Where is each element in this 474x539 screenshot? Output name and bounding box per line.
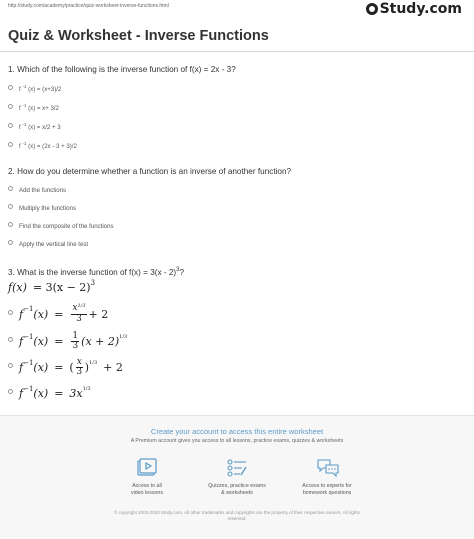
feature-line-1: Access to all — [132, 483, 162, 489]
opt-post-sup: 1/3 — [89, 359, 98, 366]
q3-option-1[interactable] — [8, 304, 108, 324]
radio-button[interactable] — [8, 123, 13, 128]
opt-lhs-sup: −1 — [23, 384, 34, 393]
frac-den: 3 — [76, 367, 83, 377]
option-label: Apply the vertical line test — [19, 241, 89, 248]
cta-title[interactable]: Create your account to access this entire worksheet — [150, 427, 324, 436]
opt-lhs-sup: −1 — [23, 305, 34, 313]
opt-fraction — [71, 332, 79, 351]
feature-line-1: Access to experts for — [302, 483, 352, 489]
opt-lhs: f — [19, 335, 24, 348]
q2-option-1[interactable] — [8, 187, 66, 194]
q3-option-2[interactable] — [8, 332, 127, 351]
radio-button[interactable] — [8, 363, 13, 368]
feature-line-2: homework questions — [302, 490, 352, 496]
q3-text-end: ? — [179, 268, 185, 277]
radio-button[interactable] — [8, 222, 13, 227]
q2-option-3[interactable] — [8, 223, 114, 230]
feature-experts — [277, 483, 377, 497]
radio-button[interactable] — [8, 337, 13, 342]
opt-tail: (x + 2) — [81, 335, 120, 348]
frac-num: x — [76, 357, 82, 367]
q3-text-sup: 3 — [176, 267, 180, 273]
option-sup: -1 — [22, 141, 27, 146]
opt-fraction — [76, 358, 83, 377]
opt-eq: = — [54, 387, 64, 400]
option-f: f — [19, 105, 21, 112]
url-text: http://study.com/academy/practice/quiz-worksheet-inverse-functions.html — [8, 3, 169, 9]
radio-button[interactable] — [8, 186, 13, 191]
option-f: f — [19, 86, 21, 93]
frac-den: 3 — [72, 341, 79, 351]
opt-eq: = — [54, 307, 64, 321]
study-logo[interactable] — [366, 1, 462, 17]
opt-lhs-end: (x) — [33, 335, 49, 348]
feature-video-lessons — [97, 483, 197, 497]
opt-tail: 3x — [69, 387, 83, 400]
stem-lhs: f(x) — [8, 281, 27, 294]
q1-option-2[interactable] — [8, 105, 59, 112]
chat-bubbles-icon — [316, 458, 338, 478]
frac-num: 1 — [72, 331, 79, 341]
copyright-footer — [60, 510, 414, 522]
opt-tail: + 2 — [88, 307, 109, 321]
stem-sup: 3 — [90, 278, 96, 287]
option-label: Add the functions — [19, 187, 67, 194]
opt-tail-sup: 1/3 — [82, 385, 91, 392]
question-3-text — [8, 268, 184, 277]
opt-tail: + 2 — [103, 361, 123, 374]
feature-quizzes — [187, 483, 287, 497]
q1-option-1[interactable] — [8, 86, 61, 93]
question-2-text: 2. How do you determine whether a function is an inverse of another function? — [8, 167, 292, 176]
q3-stem-equation — [8, 278, 96, 294]
q3-option-3[interactable] — [8, 358, 123, 377]
option-sup: -1 — [22, 103, 27, 108]
question-1-text: 1. Which of the following is the inverse function of f(x) = 2x - 3? — [8, 65, 236, 74]
opt-pre: ( — [69, 361, 74, 374]
opt-post: ) — [84, 361, 90, 374]
copyright-line-1: © copyright 2003-2020 Study.com. All other trademarks and copyrights are the property of their respective owners. All rights — [114, 510, 360, 515]
video-play-icon — [136, 458, 158, 478]
option-sup: -1 — [22, 122, 27, 127]
radio-button[interactable] — [8, 389, 13, 394]
radio-button[interactable] — [8, 204, 13, 209]
q3-text-main: 3. What is the inverse function of f(x) = 3(x - 2) — [8, 268, 177, 277]
study-com-logo-icon — [366, 3, 378, 15]
q1-option-3[interactable] — [8, 124, 61, 131]
feature-line-2: & worksheets — [221, 490, 253, 496]
opt-eq: = — [54, 335, 64, 348]
opt-tail-sup: 1/3 — [119, 333, 128, 340]
feature-line-1: Quizzes, practice exams — [208, 483, 266, 489]
frac-num: x — [72, 303, 78, 313]
copyright-line-2: reserved. — [227, 516, 247, 521]
page-title: Quiz & Worksheet - Inverse Functions — [8, 28, 269, 44]
q2-option-2[interactable] — [8, 205, 76, 212]
checklist-icon — [226, 458, 248, 478]
radio-button[interactable] — [8, 85, 13, 90]
frac-den: 3 — [76, 314, 82, 324]
radio-button[interactable] — [8, 142, 13, 147]
option-f: f — [19, 124, 21, 131]
opt-lhs-sup: −1 — [23, 358, 34, 367]
option-f: f — [19, 143, 21, 150]
logo-text: Study.com — [379, 1, 462, 17]
option-label: (x) = x+ 3/2 — [28, 105, 59, 112]
opt-lhs: f — [19, 361, 24, 374]
option-sup: -1 — [22, 84, 27, 89]
opt-lhs-end: (x) — [33, 387, 49, 400]
radio-button[interactable] — [8, 104, 13, 109]
opt-fraction — [71, 304, 86, 324]
radio-button[interactable] — [8, 240, 13, 245]
q1-option-4[interactable] — [8, 143, 77, 150]
opt-lhs: f — [19, 307, 24, 321]
q3-option-4[interactable] — [8, 384, 91, 400]
stem-rhs: = 3(x − 2) — [32, 281, 91, 294]
opt-lhs: f — [19, 387, 24, 400]
opt-lhs-end: (x) — [33, 307, 49, 321]
cta-subtitle: A Premium account gives you access to all lessons, practice exams, quizzes & worksheets — [130, 438, 344, 444]
option-label: (x) = x/2 + 3 — [28, 124, 61, 131]
frac-num-sup: 1/3 — [77, 303, 86, 309]
option-label: Find the composite of the functions — [19, 223, 114, 230]
feature-line-2: video lessons — [130, 490, 164, 496]
title-divider — [0, 51, 474, 52]
opt-lhs-end: (x) — [33, 361, 49, 374]
option-label: (x) = (x+3)/2 — [28, 86, 62, 93]
option-label: Multiply the functions — [19, 205, 76, 212]
q2-option-4[interactable] — [8, 241, 88, 248]
opt-lhs-sup: −1 — [23, 332, 34, 341]
option-label: (x) = (2x - 3 + 3)/2 — [28, 143, 77, 150]
radio-button[interactable] — [8, 310, 13, 315]
opt-eq: = — [54, 361, 64, 374]
